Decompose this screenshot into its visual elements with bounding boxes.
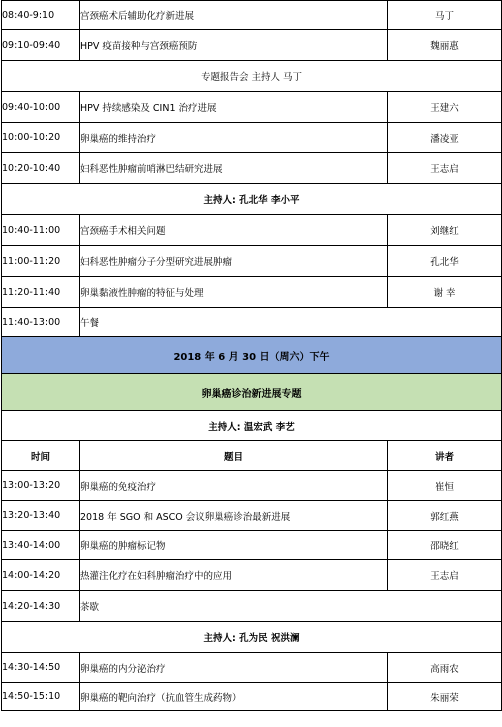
session-speaker: 高雨农 <box>388 653 502 683</box>
session-time: 13:40-14:00 <box>2 531 80 560</box>
session-topic: 妇科恶性肿瘤分子分型研究进展肿瘤 <box>80 246 388 277</box>
session-speaker: 魏丽惠 <box>388 30 502 61</box>
session-time: 14:00-14:20 <box>2 560 80 591</box>
column-header-row <box>2 441 502 471</box>
session-speaker: 郭红燕 <box>388 501 502 531</box>
session-topic: 宫颈癌术后辅助化疗新进展 <box>80 1 388 30</box>
chair-row <box>2 622 502 653</box>
session-row <box>2 501 502 531</box>
speaker-header: 讲者 <box>388 441 502 471</box>
session-topic: HPV 持续感染及 CIN1 治疗进展 <box>80 92 388 123</box>
session-row <box>2 1 502 30</box>
session-topic: 2018 年 SGO 和 ASCO 会议卵巢癌诊治最新进展 <box>80 501 388 531</box>
session-speaker: 朱丽荣 <box>388 683 502 711</box>
session-speaker: 王建六 <box>388 92 502 123</box>
session-speaker: 崔恒 <box>388 471 502 501</box>
session-time: 14:50-15:10 <box>2 683 80 711</box>
special-topic-row <box>2 374 502 411</box>
chair-row <box>2 61 502 92</box>
session-speaker: 王志启 <box>388 153 502 184</box>
session-speaker: 马丁 <box>388 1 502 30</box>
chair-row <box>2 184 502 215</box>
session-row <box>2 471 502 501</box>
session-time: 09:40-10:00 <box>2 92 80 123</box>
date-row <box>2 337 502 374</box>
session-row <box>2 246 502 277</box>
topic-header: 题目 <box>80 441 388 471</box>
chair-label: 专题报告会 主持人 马丁 <box>2 61 502 92</box>
lunch-row <box>2 308 502 337</box>
session-row <box>2 653 502 683</box>
chair-label: 主持人: 孔为民 祝洪澜 <box>2 622 502 653</box>
session-row <box>2 277 502 308</box>
session-topic: 卵巢黏液性肿瘤的特征与处理 <box>80 277 388 308</box>
session-time: 11:20-11:40 <box>2 277 80 308</box>
session-time: 10:00-10:20 <box>2 123 80 153</box>
time-header: 时间 <box>2 441 80 471</box>
schedule-table <box>1 0 502 711</box>
session-speaker: 刘继红 <box>388 215 502 246</box>
session-speaker: 谢 幸 <box>388 277 502 308</box>
break-label: 茶歇 <box>80 591 502 622</box>
session-topic: 卵巢癌的内分泌治疗 <box>80 653 388 683</box>
session-time: 08:40-9:10 <box>2 1 80 30</box>
session-time: 10:40-11:00 <box>2 215 80 246</box>
session-row <box>2 215 502 246</box>
session-topic: HPV 疫苗接种与宫颈癌预防 <box>80 30 388 61</box>
tea-break-row <box>2 591 502 622</box>
session-row <box>2 560 502 591</box>
session-topic: 宫颈癌手术相关问题 <box>80 215 388 246</box>
session-time: 13:20-13:40 <box>2 501 80 531</box>
session-time: 10:20-10:40 <box>2 153 80 184</box>
session-time: 13:00-13:20 <box>2 471 80 501</box>
date-label: 2018 年 6 月 30 日（周六）下午 <box>2 337 502 374</box>
session-speaker: 潘凌亚 <box>388 123 502 153</box>
session-speaker: 邵晓红 <box>388 531 502 560</box>
session-row <box>2 92 502 123</box>
chair-label: 主持人: 温宏武 李艺 <box>2 411 502 441</box>
session-time: 09:10-09:40 <box>2 30 80 61</box>
lunch-label: 午餐 <box>80 308 502 337</box>
chair-row <box>2 411 502 441</box>
session-topic: 卵巢癌的靶向治疗（抗血管生成药物） <box>80 683 388 711</box>
chair-label: 主持人: 孔北华 李小平 <box>2 184 502 215</box>
session-time: 11:00-11:20 <box>2 246 80 277</box>
session-row <box>2 153 502 184</box>
session-topic: 热灌注化疗在妇科肿瘤治疗中的应用 <box>80 560 388 591</box>
special-topic-label: 卵巢癌诊治新进展专题 <box>2 374 502 411</box>
lunch-time: 11:40-13:00 <box>2 308 80 337</box>
session-row <box>2 30 502 61</box>
break-time: 14:20-14:30 <box>2 591 80 622</box>
session-row <box>2 123 502 153</box>
session-speaker: 王志启 <box>388 560 502 591</box>
session-row <box>2 683 502 711</box>
session-topic: 卵巢癌的肿瘤标记物 <box>80 531 388 560</box>
session-topic: 妇科恶性肿瘤前哨淋巴结研究进展 <box>80 153 388 184</box>
session-speaker: 孔北华 <box>388 246 502 277</box>
session-topic: 卵巢癌的免疫治疗 <box>80 471 388 501</box>
schedule-body <box>2 1 502 711</box>
session-row <box>2 531 502 560</box>
session-time: 14:30-14:50 <box>2 653 80 683</box>
session-topic: 卵巢癌的维持治疗 <box>80 123 388 153</box>
